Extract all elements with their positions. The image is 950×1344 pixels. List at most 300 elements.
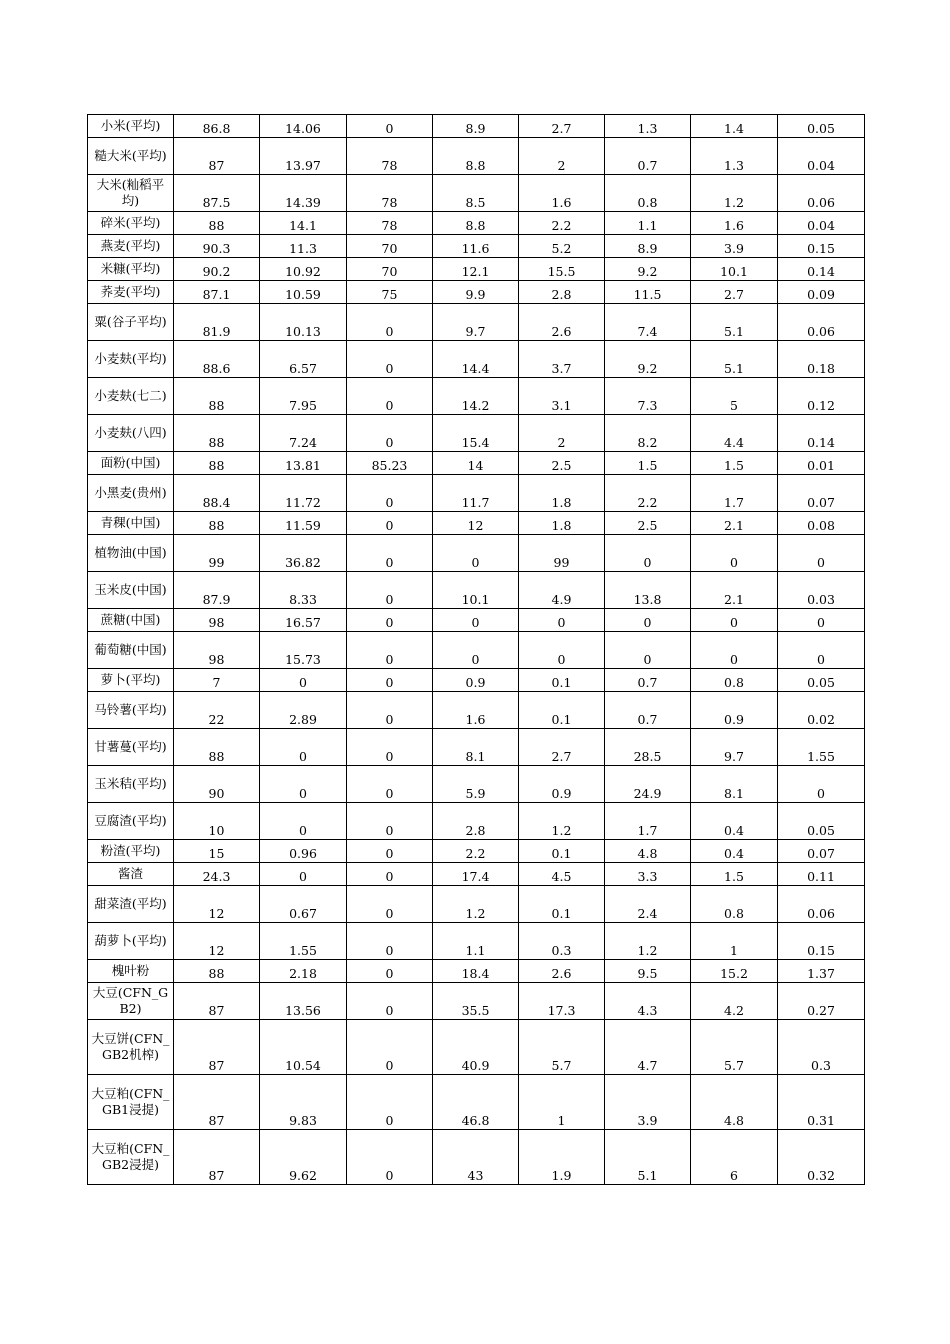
value-cell: 10 xyxy=(174,803,260,840)
value-cell: 0 xyxy=(691,535,778,572)
feed-name-cell: 大米(籼稻平均) xyxy=(88,175,174,212)
value-cell: 10.13 xyxy=(260,304,347,341)
value-cell: 0 xyxy=(347,115,433,138)
feed-name-cell: 青稞(中国) xyxy=(88,512,174,535)
value-cell: 9.2 xyxy=(605,258,691,281)
feed-name-cell: 萝卜(平均) xyxy=(88,669,174,692)
table-row xyxy=(88,1075,865,1130)
table-row xyxy=(88,341,865,378)
value-cell: 3.9 xyxy=(691,235,778,258)
value-cell: 35.5 xyxy=(433,983,519,1020)
value-cell: 5.1 xyxy=(605,1130,691,1185)
value-cell: 2.1 xyxy=(691,572,778,609)
value-cell: 90 xyxy=(174,766,260,803)
value-cell: 0 xyxy=(260,803,347,840)
value-cell: 2.1 xyxy=(691,512,778,535)
value-cell: 6.57 xyxy=(260,341,347,378)
value-cell: 86.8 xyxy=(174,115,260,138)
table-row xyxy=(88,512,865,535)
value-cell: 0 xyxy=(347,341,433,378)
value-cell: 4.2 xyxy=(691,983,778,1020)
table-row xyxy=(88,766,865,803)
value-cell: 70 xyxy=(347,258,433,281)
value-cell: 3.3 xyxy=(605,863,691,886)
value-cell: 17.3 xyxy=(519,983,605,1020)
value-cell: 0.06 xyxy=(778,886,865,923)
value-cell: 8.9 xyxy=(433,115,519,138)
value-cell: 5.1 xyxy=(691,341,778,378)
value-cell: 0 xyxy=(347,1130,433,1185)
table-row xyxy=(88,535,865,572)
value-cell: 5.9 xyxy=(433,766,519,803)
value-cell: 24.3 xyxy=(174,863,260,886)
value-cell: 0 xyxy=(347,886,433,923)
value-cell: 9.9 xyxy=(433,281,519,304)
table-row xyxy=(88,235,865,258)
value-cell: 0 xyxy=(347,766,433,803)
value-cell: 11.3 xyxy=(260,235,347,258)
value-cell: 0 xyxy=(347,729,433,766)
value-cell: 0 xyxy=(519,632,605,669)
value-cell: 0.05 xyxy=(778,803,865,840)
value-cell: 2 xyxy=(519,415,605,452)
value-cell: 2.5 xyxy=(605,512,691,535)
value-cell: 0 xyxy=(605,632,691,669)
value-cell: 0.4 xyxy=(691,840,778,863)
value-cell: 1.6 xyxy=(691,212,778,235)
value-cell: 9.2 xyxy=(605,341,691,378)
table-row xyxy=(88,304,865,341)
value-cell: 0.14 xyxy=(778,415,865,452)
value-cell: 87 xyxy=(174,1130,260,1185)
value-cell: 0.32 xyxy=(778,1130,865,1185)
value-cell: 0.67 xyxy=(260,886,347,923)
value-cell: 0 xyxy=(260,669,347,692)
table-row xyxy=(88,258,865,281)
value-cell: 1.9 xyxy=(519,1130,605,1185)
value-cell: 0 xyxy=(347,304,433,341)
table-row xyxy=(88,983,865,1020)
feed-name-cell: 大豆粕(CFN_GB2浸提) xyxy=(88,1130,174,1185)
value-cell: 46.8 xyxy=(433,1075,519,1130)
value-cell: 8.8 xyxy=(433,212,519,235)
value-cell: 99 xyxy=(519,535,605,572)
feed-name-cell: 葡萄糖(中国) xyxy=(88,632,174,669)
feed-name-cell: 玉米皮(中国) xyxy=(88,572,174,609)
value-cell: 87 xyxy=(174,138,260,175)
value-cell: 0.03 xyxy=(778,572,865,609)
feed-name-cell: 豆腐渣(平均) xyxy=(88,803,174,840)
value-cell: 16.57 xyxy=(260,609,347,632)
value-cell: 2.5 xyxy=(519,452,605,475)
value-cell: 78 xyxy=(347,175,433,212)
table-row xyxy=(88,452,865,475)
value-cell: 0 xyxy=(347,840,433,863)
table-row xyxy=(88,212,865,235)
value-cell: 0 xyxy=(778,632,865,669)
value-cell: 0.8 xyxy=(691,669,778,692)
value-cell: 8.1 xyxy=(691,766,778,803)
value-cell: 0.05 xyxy=(778,669,865,692)
feed-name-cell: 蔗糖(中国) xyxy=(88,609,174,632)
value-cell: 1.2 xyxy=(691,175,778,212)
value-cell: 0 xyxy=(347,475,433,512)
value-cell: 0.04 xyxy=(778,212,865,235)
value-cell: 88 xyxy=(174,452,260,475)
value-cell: 0 xyxy=(347,960,433,983)
value-cell: 0 xyxy=(347,983,433,1020)
value-cell: 5.1 xyxy=(691,304,778,341)
value-cell: 98 xyxy=(174,632,260,669)
value-cell: 0 xyxy=(260,729,347,766)
value-cell: 1 xyxy=(691,923,778,960)
table-row xyxy=(88,609,865,632)
table-row xyxy=(88,669,865,692)
value-cell: 0 xyxy=(347,669,433,692)
value-cell: 88.4 xyxy=(174,475,260,512)
value-cell: 5.7 xyxy=(519,1020,605,1075)
value-cell: 15 xyxy=(174,840,260,863)
table-row xyxy=(88,378,865,415)
value-cell: 2.2 xyxy=(519,212,605,235)
value-cell: 17.4 xyxy=(433,863,519,886)
value-cell: 15.4 xyxy=(433,415,519,452)
feed-name-cell: 荞麦(平均) xyxy=(88,281,174,304)
value-cell: 11.72 xyxy=(260,475,347,512)
value-cell: 9.62 xyxy=(260,1130,347,1185)
value-cell: 0.15 xyxy=(778,923,865,960)
value-cell: 0 xyxy=(347,803,433,840)
feed-name-cell: 粉渣(平均) xyxy=(88,840,174,863)
value-cell: 88.6 xyxy=(174,341,260,378)
feed-name-cell: 甜菜渣(平均) xyxy=(88,886,174,923)
value-cell: 10.59 xyxy=(260,281,347,304)
value-cell: 88 xyxy=(174,415,260,452)
table-row xyxy=(88,960,865,983)
value-cell: 7.4 xyxy=(605,304,691,341)
value-cell: 75 xyxy=(347,281,433,304)
table-row xyxy=(88,840,865,863)
value-cell: 43 xyxy=(433,1130,519,1185)
value-cell: 36.82 xyxy=(260,535,347,572)
feed-name-cell: 玉米秸(平均) xyxy=(88,766,174,803)
value-cell: 78 xyxy=(347,212,433,235)
value-cell: 98 xyxy=(174,609,260,632)
value-cell: 0.14 xyxy=(778,258,865,281)
value-cell: 3.1 xyxy=(519,378,605,415)
value-cell: 2.18 xyxy=(260,960,347,983)
feed-name-cell: 粟(谷子平均) xyxy=(88,304,174,341)
table-row xyxy=(88,632,865,669)
value-cell: 1.2 xyxy=(605,923,691,960)
value-cell: 5 xyxy=(691,378,778,415)
table-row xyxy=(88,415,865,452)
value-cell: 24.9 xyxy=(605,766,691,803)
value-cell: 40.9 xyxy=(433,1020,519,1075)
value-cell: 10.1 xyxy=(691,258,778,281)
value-cell: 0.06 xyxy=(778,175,865,212)
value-cell: 10.92 xyxy=(260,258,347,281)
table-body xyxy=(88,115,865,1185)
value-cell: 1.55 xyxy=(260,923,347,960)
value-cell: 2.6 xyxy=(519,960,605,983)
value-cell: 0.1 xyxy=(519,692,605,729)
feed-nutrient-table xyxy=(87,114,865,1185)
feed-name-cell: 小麦麸(平均) xyxy=(88,341,174,378)
value-cell: 2.7 xyxy=(519,729,605,766)
value-cell: 1.6 xyxy=(433,692,519,729)
value-cell: 8.1 xyxy=(433,729,519,766)
value-cell: 0.9 xyxy=(691,692,778,729)
value-cell: 0.12 xyxy=(778,378,865,415)
value-cell: 0 xyxy=(347,512,433,535)
value-cell: 88 xyxy=(174,212,260,235)
feed-name-cell: 燕麦(平均) xyxy=(88,235,174,258)
value-cell: 4.8 xyxy=(691,1075,778,1130)
value-cell: 0.18 xyxy=(778,341,865,378)
value-cell: 8.2 xyxy=(605,415,691,452)
value-cell: 8.5 xyxy=(433,175,519,212)
feed-name-cell: 小麦麸(七二) xyxy=(88,378,174,415)
value-cell: 12.1 xyxy=(433,258,519,281)
value-cell: 90.3 xyxy=(174,235,260,258)
table-row xyxy=(88,863,865,886)
value-cell: 13.56 xyxy=(260,983,347,1020)
value-cell: 0 xyxy=(433,535,519,572)
feed-name-cell: 大豆饼(CFN_GB2机榨) xyxy=(88,1020,174,1075)
value-cell: 1.2 xyxy=(519,803,605,840)
value-cell: 12 xyxy=(433,512,519,535)
table-row xyxy=(88,729,865,766)
table-row xyxy=(88,923,865,960)
value-cell: 88 xyxy=(174,729,260,766)
value-cell: 0 xyxy=(347,692,433,729)
value-cell: 0.8 xyxy=(605,175,691,212)
value-cell: 2.2 xyxy=(433,840,519,863)
value-cell: 4.9 xyxy=(519,572,605,609)
value-cell: 0.1 xyxy=(519,669,605,692)
value-cell: 2 xyxy=(519,138,605,175)
value-cell: 9.7 xyxy=(691,729,778,766)
value-cell: 0.8 xyxy=(691,886,778,923)
value-cell: 0.1 xyxy=(519,886,605,923)
table-row xyxy=(88,475,865,512)
value-cell: 3.7 xyxy=(519,341,605,378)
table-row xyxy=(88,138,865,175)
value-cell: 0.04 xyxy=(778,138,865,175)
feed-name-cell: 碎米(平均) xyxy=(88,212,174,235)
value-cell: 5.7 xyxy=(691,1020,778,1075)
feed-name-cell: 糙大米(平均) xyxy=(88,138,174,175)
value-cell: 1 xyxy=(519,1075,605,1130)
value-cell: 7.3 xyxy=(605,378,691,415)
value-cell: 70 xyxy=(347,235,433,258)
value-cell: 0 xyxy=(691,632,778,669)
value-cell: 3.9 xyxy=(605,1075,691,1130)
value-cell: 11.7 xyxy=(433,475,519,512)
value-cell: 87 xyxy=(174,983,260,1020)
feed-name-cell: 槐叶粉 xyxy=(88,960,174,983)
value-cell: 7.24 xyxy=(260,415,347,452)
value-cell: 1.6 xyxy=(519,175,605,212)
table-row xyxy=(88,281,865,304)
value-cell: 1.3 xyxy=(605,115,691,138)
value-cell: 15.2 xyxy=(691,960,778,983)
value-cell: 0.9 xyxy=(433,669,519,692)
value-cell: 2.89 xyxy=(260,692,347,729)
value-cell: 0 xyxy=(347,378,433,415)
value-cell: 14.39 xyxy=(260,175,347,212)
value-cell: 78 xyxy=(347,138,433,175)
value-cell: 1.1 xyxy=(433,923,519,960)
value-cell: 1.7 xyxy=(691,475,778,512)
value-cell: 1.3 xyxy=(691,138,778,175)
value-cell: 81.9 xyxy=(174,304,260,341)
value-cell: 14.06 xyxy=(260,115,347,138)
value-cell: 13.8 xyxy=(605,572,691,609)
value-cell: 0 xyxy=(347,923,433,960)
value-cell: 0 xyxy=(778,766,865,803)
feed-name-cell: 小米(平均) xyxy=(88,115,174,138)
value-cell: 0 xyxy=(778,535,865,572)
value-cell: 2.8 xyxy=(519,281,605,304)
value-cell: 0.08 xyxy=(778,512,865,535)
value-cell: 7.95 xyxy=(260,378,347,415)
value-cell: 5.2 xyxy=(519,235,605,258)
value-cell: 14 xyxy=(433,452,519,475)
value-cell: 8.9 xyxy=(605,235,691,258)
value-cell: 11.5 xyxy=(605,281,691,304)
value-cell: 87 xyxy=(174,1020,260,1075)
value-cell: 4.7 xyxy=(605,1020,691,1075)
value-cell: 13.81 xyxy=(260,452,347,475)
value-cell: 1.8 xyxy=(519,475,605,512)
value-cell: 88 xyxy=(174,378,260,415)
value-cell: 0 xyxy=(260,766,347,803)
value-cell: 0.09 xyxy=(778,281,865,304)
table-row xyxy=(88,175,865,212)
value-cell: 0 xyxy=(433,609,519,632)
value-cell: 0 xyxy=(347,572,433,609)
value-cell: 11.59 xyxy=(260,512,347,535)
value-cell: 0.4 xyxy=(691,803,778,840)
value-cell: 1.55 xyxy=(778,729,865,766)
value-cell: 4.5 xyxy=(519,863,605,886)
table-row xyxy=(88,803,865,840)
value-cell: 0.7 xyxy=(605,138,691,175)
value-cell: 2.8 xyxy=(433,803,519,840)
value-cell: 0.9 xyxy=(519,766,605,803)
value-cell: 0 xyxy=(260,863,347,886)
value-cell: 1.5 xyxy=(691,863,778,886)
value-cell: 12 xyxy=(174,886,260,923)
value-cell: 9.5 xyxy=(605,960,691,983)
value-cell: 13.97 xyxy=(260,138,347,175)
value-cell: 88 xyxy=(174,512,260,535)
value-cell: 15.73 xyxy=(260,632,347,669)
table-row xyxy=(88,1020,865,1075)
value-cell: 4.3 xyxy=(605,983,691,1020)
feed-name-cell: 马铃薯(平均) xyxy=(88,692,174,729)
value-cell: 0 xyxy=(519,609,605,632)
value-cell: 2.7 xyxy=(691,281,778,304)
value-cell: 87.5 xyxy=(174,175,260,212)
value-cell: 2.2 xyxy=(605,475,691,512)
value-cell: 0 xyxy=(691,609,778,632)
table-row xyxy=(88,886,865,923)
value-cell: 0 xyxy=(347,1020,433,1075)
value-cell: 99 xyxy=(174,535,260,572)
value-cell: 14.2 xyxy=(433,378,519,415)
value-cell: 2.4 xyxy=(605,886,691,923)
value-cell: 0.96 xyxy=(260,840,347,863)
value-cell: 1.5 xyxy=(605,452,691,475)
feed-name-cell: 酱渣 xyxy=(88,863,174,886)
feed-name-cell: 大豆粕(CFN_GB1浸提) xyxy=(88,1075,174,1130)
value-cell: 6 xyxy=(691,1130,778,1185)
value-cell: 10.1 xyxy=(433,572,519,609)
table-row xyxy=(88,1130,865,1185)
value-cell: 15.5 xyxy=(519,258,605,281)
value-cell: 0.15 xyxy=(778,235,865,258)
value-cell: 0 xyxy=(605,535,691,572)
value-cell: 0.07 xyxy=(778,475,865,512)
value-cell: 4.8 xyxy=(605,840,691,863)
value-cell: 0.31 xyxy=(778,1075,865,1130)
value-cell: 8.8 xyxy=(433,138,519,175)
value-cell: 18.4 xyxy=(433,960,519,983)
value-cell: 0.05 xyxy=(778,115,865,138)
table-row xyxy=(88,692,865,729)
value-cell: 87 xyxy=(174,1075,260,1130)
value-cell: 9.7 xyxy=(433,304,519,341)
feed-name-cell: 米糠(平均) xyxy=(88,258,174,281)
feed-name-cell: 小麦麸(八四) xyxy=(88,415,174,452)
value-cell: 87.1 xyxy=(174,281,260,304)
value-cell: 88 xyxy=(174,960,260,983)
value-cell: 0 xyxy=(605,609,691,632)
table-row xyxy=(88,115,865,138)
value-cell: 90.2 xyxy=(174,258,260,281)
value-cell: 0.3 xyxy=(778,1020,865,1075)
feed-name-cell: 植物油(中国) xyxy=(88,535,174,572)
value-cell: 10.54 xyxy=(260,1020,347,1075)
value-cell: 0 xyxy=(347,863,433,886)
feed-name-cell: 甘薯蔓(平均) xyxy=(88,729,174,766)
value-cell: 0.07 xyxy=(778,840,865,863)
value-cell: 1.2 xyxy=(433,886,519,923)
value-cell: 9.83 xyxy=(260,1075,347,1130)
value-cell: 7 xyxy=(174,669,260,692)
value-cell: 1.7 xyxy=(605,803,691,840)
feed-name-cell: 葫萝卜(平均) xyxy=(88,923,174,960)
value-cell: 28.5 xyxy=(605,729,691,766)
value-cell: 0 xyxy=(347,1075,433,1130)
value-cell: 1.1 xyxy=(605,212,691,235)
feed-name-cell: 小黑麦(贵州) xyxy=(88,475,174,512)
table-row xyxy=(88,572,865,609)
value-cell: 8.33 xyxy=(260,572,347,609)
value-cell: 0 xyxy=(433,632,519,669)
value-cell: 0 xyxy=(347,415,433,452)
value-cell: 14.4 xyxy=(433,341,519,378)
value-cell: 0.27 xyxy=(778,983,865,1020)
value-cell: 11.6 xyxy=(433,235,519,258)
value-cell: 1.8 xyxy=(519,512,605,535)
feed-name-cell: 面粉(中国) xyxy=(88,452,174,475)
value-cell: 0 xyxy=(347,609,433,632)
value-cell: 0 xyxy=(347,535,433,572)
